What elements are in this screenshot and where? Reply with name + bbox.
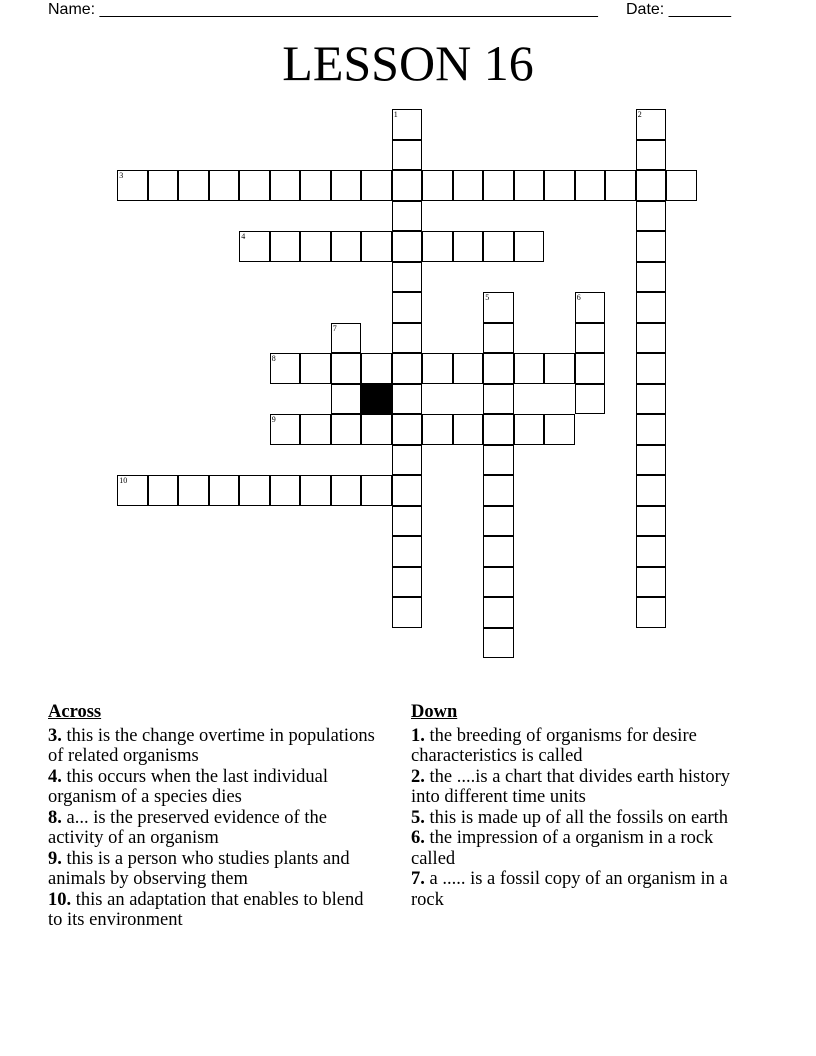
clue-number: 10. (48, 889, 72, 910)
grid-cell[interactable] (544, 414, 575, 445)
grid-cell[interactable] (544, 170, 575, 201)
grid-cell[interactable] (453, 170, 484, 201)
grid-cell[interactable] (300, 170, 331, 201)
page-title: LESSON 16 (282, 35, 534, 91)
grid-cell[interactable] (636, 231, 667, 262)
grid-cell[interactable] (300, 231, 331, 262)
clue-across (48, 726, 378, 767)
clue-number: 6. (411, 828, 425, 848)
clue-down (411, 767, 751, 808)
clue-number-label: 7 (332, 323, 337, 333)
grid-cell[interactable] (209, 475, 240, 506)
grid-cell[interactable] (636, 292, 667, 323)
grid-cell[interactable] (605, 170, 636, 201)
clue-text: this occurs when the last individual organism of a species dies (48, 766, 329, 807)
grid-cell[interactable] (392, 536, 423, 567)
clue-number: 7. (411, 869, 425, 889)
grid-cell[interactable] (483, 597, 514, 628)
grid-cell[interactable] (392, 262, 423, 293)
grid-cell[interactable] (392, 414, 423, 445)
grid-cell[interactable] (392, 475, 423, 506)
grid-cell[interactable] (270, 231, 301, 262)
date-field[interactable]: Date: _______ (626, 1, 731, 18)
clue-number-label: 6 (576, 293, 581, 303)
grid-cell[interactable] (361, 231, 392, 262)
grid-cell[interactable] (483, 628, 514, 659)
grid-cell[interactable] (392, 597, 423, 628)
grid-cell[interactable] (514, 231, 545, 262)
grid-cell[interactable] (239, 475, 270, 506)
grid-cell[interactable] (636, 109, 667, 140)
grid-cell[interactable] (270, 353, 301, 384)
grid-cell[interactable] (636, 170, 667, 201)
grid-cell[interactable] (270, 414, 301, 445)
grid-cell[interactable] (270, 170, 301, 201)
grid-cell[interactable] (483, 475, 514, 506)
grid-cell[interactable] (575, 384, 606, 415)
grid-cell[interactable] (453, 414, 484, 445)
grid-cell[interactable] (453, 353, 484, 384)
grid-cell[interactable] (392, 353, 423, 384)
grid-cell[interactable] (575, 292, 606, 323)
grid-cell[interactable] (209, 170, 240, 201)
grid-cell[interactable] (514, 353, 545, 384)
grid-cell[interactable] (514, 170, 545, 201)
grid-cell[interactable] (636, 384, 667, 415)
grid-cell[interactable] (331, 231, 362, 262)
grid-cell[interactable] (178, 475, 209, 506)
grid-cell[interactable] (300, 475, 331, 506)
clue-number: 1. (411, 725, 425, 746)
grid-cell[interactable] (117, 475, 148, 506)
grid-cell[interactable] (483, 384, 514, 415)
grid-cell[interactable] (483, 506, 514, 537)
across-clues (48, 702, 378, 931)
across-heading: Across (48, 702, 102, 722)
clue-text: this is the change overtime in populations of related organisms (48, 725, 375, 766)
grid-cell[interactable] (392, 384, 423, 415)
clue-text: a ..... is a fossil copy of an organism in a rock (411, 869, 728, 910)
grid-cell[interactable] (331, 170, 362, 201)
grid-cell[interactable] (483, 292, 514, 323)
grid-cell[interactable] (331, 384, 362, 415)
clue-down (411, 726, 751, 767)
grid-cell[interactable] (422, 170, 453, 201)
grid-cell[interactable] (361, 170, 392, 201)
grid-cell[interactable] (483, 323, 514, 354)
clue-text: the breeding of organisms for desire characteristics is called (411, 725, 697, 766)
grid-cell[interactable] (636, 536, 667, 567)
grid-cell[interactable] (392, 170, 423, 201)
grid-cell[interactable] (636, 414, 667, 445)
grid-cell[interactable] (575, 323, 606, 354)
grid-cell[interactable] (575, 353, 606, 384)
grid-cell[interactable] (636, 597, 667, 628)
name-field[interactable]: Name: ________________________________________________________ (48, 1, 598, 18)
grid-cell[interactable] (148, 475, 179, 506)
grid-cell[interactable] (239, 170, 270, 201)
grid-cell[interactable] (331, 353, 362, 384)
grid-cell[interactable] (483, 445, 514, 476)
grid-cell[interactable] (575, 170, 606, 201)
grid-cell[interactable] (392, 567, 423, 598)
grid-cell[interactable] (270, 475, 301, 506)
clue-number: 5. (411, 807, 425, 828)
clue-across (48, 890, 378, 931)
grid-cell[interactable] (636, 475, 667, 506)
clue-text: a... is the preserved evidence of the activity of an organism (48, 807, 327, 848)
clue-number-label: 8 (271, 354, 276, 364)
grid-cell[interactable] (392, 292, 423, 323)
grid-cell[interactable] (392, 201, 423, 232)
grid-cell[interactable] (636, 323, 667, 354)
grid-cell[interactable] (392, 445, 423, 476)
grid-cell[interactable] (636, 445, 667, 476)
grid-cell[interactable] (392, 109, 423, 140)
clue-across (48, 849, 378, 890)
grid-cell[interactable] (117, 170, 148, 201)
grid-cell[interactable] (514, 414, 545, 445)
down-clues (411, 702, 751, 910)
grid-cell[interactable] (148, 170, 179, 201)
clue-number: 4. (48, 766, 62, 787)
grid-cell[interactable] (636, 262, 667, 293)
clue-number-label: 10 (119, 476, 128, 486)
grid-cell[interactable] (361, 475, 392, 506)
clue-number: 9. (48, 848, 62, 869)
grid-cell[interactable] (422, 231, 453, 262)
clue-down (411, 869, 751, 910)
clue-down (411, 828, 751, 869)
grid-cell[interactable] (300, 414, 331, 445)
grid-cell[interactable] (361, 414, 392, 445)
clue-number: 2. (411, 766, 425, 787)
grid-cell[interactable] (239, 231, 270, 262)
clue-number-label: 9 (271, 415, 276, 425)
clue-number-label: 5 (485, 293, 490, 303)
grid-cell[interactable] (483, 567, 514, 598)
clue-number: 3. (48, 725, 62, 746)
grid-cell[interactable] (392, 323, 423, 354)
clue-across (48, 808, 378, 849)
grid-cell[interactable] (636, 567, 667, 598)
clue-text: the ....is a chart that divides earth history into different time units (411, 766, 731, 807)
clue-down (411, 808, 751, 829)
grid-cell[interactable] (636, 140, 667, 171)
grid-cell[interactable] (361, 353, 392, 384)
grid-cell[interactable] (483, 231, 514, 262)
grid-cell[interactable] (483, 170, 514, 201)
clue-text: this is made up of all the fossils on earth (424, 807, 729, 828)
grid-cell[interactable] (666, 170, 697, 201)
clue-number-label: 3 (119, 171, 124, 181)
grid-cell[interactable] (392, 506, 423, 537)
grid-cell[interactable] (636, 201, 667, 232)
grid-cell[interactable] (331, 475, 362, 506)
grid-cell[interactable] (178, 170, 209, 201)
grid-cell[interactable] (392, 231, 423, 262)
black-cell (361, 384, 392, 415)
clue-number-label: 1 (393, 110, 398, 120)
grid-cell[interactable] (331, 414, 362, 445)
grid-cell[interactable] (331, 323, 362, 354)
clue-number: 8. (48, 807, 62, 828)
clue-text: this is a person who studies plants and animals by observing them (48, 848, 350, 889)
clue-number-label: 2 (637, 110, 642, 120)
grid-cell[interactable] (422, 353, 453, 384)
grid-cell[interactable] (422, 414, 453, 445)
down-heading: Down (411, 702, 458, 722)
grid-cell[interactable] (300, 353, 331, 384)
grid-cell[interactable] (636, 506, 667, 537)
clue-text: the impression of a organism in a rock called (411, 828, 714, 869)
grid-cell[interactable] (483, 353, 514, 384)
grid-cell[interactable] (636, 353, 667, 384)
clue-number-label: 4 (241, 232, 246, 242)
grid-cell[interactable] (453, 231, 484, 262)
grid-cell[interactable] (392, 140, 423, 171)
clue-across (48, 767, 378, 808)
grid-cell[interactable] (483, 414, 514, 445)
grid-cell[interactable] (544, 353, 575, 384)
grid-cell[interactable] (483, 536, 514, 567)
clue-text: this an adaptation that enables to blend to its environment (48, 889, 364, 930)
